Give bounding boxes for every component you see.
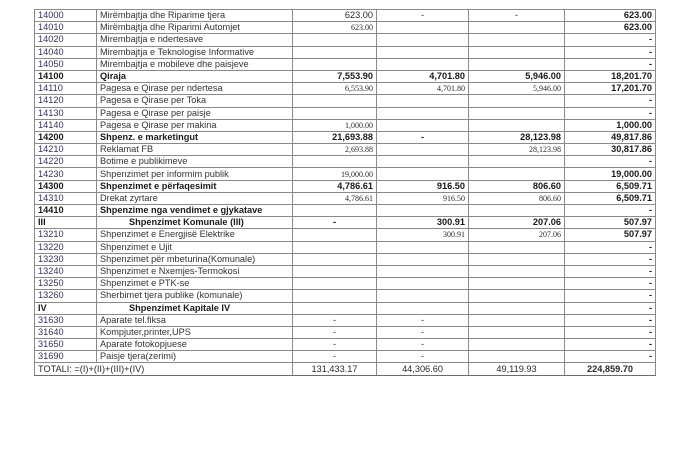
row-total-value: -: [565, 107, 656, 119]
account-description: Aparate tel.fiksa: [97, 314, 293, 326]
period-value-1: 7,553.90: [293, 70, 377, 82]
row-total-value: 507.97: [565, 229, 656, 241]
period-value-2: [377, 46, 469, 58]
period-value-2: [377, 265, 469, 277]
account-code: 31640: [35, 326, 97, 338]
row-total-value: -: [565, 46, 656, 58]
account-description: Shpenzimet e Nxemjes-Termokosi: [97, 265, 293, 277]
period-value-1: -: [293, 314, 377, 326]
table-row: [35, 339, 656, 351]
table-row: [35, 290, 656, 302]
grand-total-label: TOTALI: =(I)+(II)+(III)+(IV): [35, 363, 293, 375]
period-value-1: [293, 253, 377, 265]
period-value-3: 5,946.00: [469, 70, 565, 82]
period-value-3: [469, 95, 565, 107]
period-value-3: 28,123.98: [469, 131, 565, 143]
period-value-3: -: [469, 10, 565, 22]
account-code: 14410: [35, 205, 97, 217]
table-row: [35, 83, 656, 95]
period-value-1: [293, 46, 377, 58]
period-value-1: [293, 302, 377, 314]
period-value-1: 1,000.00: [293, 119, 377, 131]
period-value-1: 19,000.00: [293, 168, 377, 180]
period-value-3: [469, 58, 565, 70]
period-value-3: 28,123.98: [469, 144, 565, 156]
period-value-1: 21,693.88: [293, 131, 377, 143]
row-total-value: 1,000.00: [565, 119, 656, 131]
account-description: Paisje tjera(zerimi): [97, 351, 293, 363]
account-code: 31690: [35, 351, 97, 363]
table-row: [35, 180, 656, 192]
account-code: 13210: [35, 229, 97, 241]
account-description: Botime e publikimeve: [97, 156, 293, 168]
table-row: [35, 217, 656, 229]
period-value-1: [293, 241, 377, 253]
account-code: 14230: [35, 168, 97, 180]
table-row: [35, 144, 656, 156]
row-total-value: -: [565, 95, 656, 107]
account-description: Mirëmbajtja dhe Riparimi Automjet: [97, 22, 293, 34]
row-total-value: 623.00: [565, 22, 656, 34]
period-value-3: 207.06: [469, 229, 565, 241]
period-value-2: 4,701.80: [377, 83, 469, 95]
table-row: [35, 326, 656, 338]
account-description: Sherbimet tjera publike (komunale): [97, 290, 293, 302]
table-row: [35, 70, 656, 82]
period-value-2: [377, 168, 469, 180]
account-description: Pagesa e Qirase per paisje: [97, 107, 293, 119]
period-value-2: [377, 156, 469, 168]
account-description: Shpenzimet per informim publik: [97, 168, 293, 180]
period-value-3: [469, 253, 565, 265]
period-value-3: [469, 290, 565, 302]
table-row: [35, 168, 656, 180]
period-value-1: 2,693.88: [293, 144, 377, 156]
period-value-1: [293, 205, 377, 217]
account-code: IV: [35, 302, 97, 314]
account-code: 14100: [35, 70, 97, 82]
period-value-3: [469, 119, 565, 131]
grand-total-period-1: 131,433.17: [293, 363, 377, 375]
account-description: Mirëmbajtja dhe Riparime tjera: [97, 10, 293, 22]
table-row: [35, 119, 656, 131]
table-row: [35, 46, 656, 58]
account-description: Shpenzime nga vendimet e gjykatave: [97, 205, 293, 217]
row-total-value: -: [565, 326, 656, 338]
account-description: Shpenzimet e Energjisë Elektrike: [97, 229, 293, 241]
account-code: 14110: [35, 83, 97, 95]
account-description: Aparate fotokopjuese: [97, 339, 293, 351]
period-value-3: [469, 302, 565, 314]
period-value-2: [377, 253, 469, 265]
period-value-2: -: [377, 131, 469, 143]
grand-total-period-3: 49,119.93: [469, 363, 565, 375]
row-total-value: -: [565, 34, 656, 46]
period-value-1: 4,786.61: [293, 180, 377, 192]
table-row: [35, 302, 656, 314]
period-value-3: 5,946.00: [469, 83, 565, 95]
table-row: [35, 253, 656, 265]
period-value-3: 806.60: [469, 180, 565, 192]
period-value-2: [377, 241, 469, 253]
period-value-2: [377, 278, 469, 290]
account-code: 31650: [35, 339, 97, 351]
period-value-2: -: [377, 351, 469, 363]
account-code: 14010: [35, 22, 97, 34]
period-value-1: 6,553.90: [293, 83, 377, 95]
period-value-2: [377, 107, 469, 119]
period-value-2: [377, 144, 469, 156]
period-value-2: [377, 95, 469, 107]
row-total-value: 18,201.70: [565, 70, 656, 82]
table-row: [35, 241, 656, 253]
account-description: Kompjuter,printer,UPS: [97, 326, 293, 338]
row-total-value: -: [565, 265, 656, 277]
table-row: [35, 22, 656, 34]
period-value-3: [469, 22, 565, 34]
account-description: Shpenzimet Komunale (III): [97, 217, 293, 229]
account-description: Qiraja: [97, 70, 293, 82]
row-total-value: 623.00: [565, 10, 656, 22]
period-value-1: [293, 229, 377, 241]
row-total-value: -: [565, 241, 656, 253]
table-row: [35, 351, 656, 363]
period-value-3: [469, 339, 565, 351]
account-description: Shpenzimet e PTK-se: [97, 278, 293, 290]
period-value-1: -: [293, 339, 377, 351]
period-value-2: 4,701.80: [377, 70, 469, 82]
period-value-2: 916.50: [377, 180, 469, 192]
row-total-value: -: [565, 339, 656, 351]
account-description: Pagesa e Qirase per ndertesa: [97, 83, 293, 95]
row-total-value: -: [565, 205, 656, 217]
period-value-1: [293, 34, 377, 46]
row-total-value: -: [565, 302, 656, 314]
period-value-3: [469, 107, 565, 119]
period-value-2: [377, 302, 469, 314]
row-total-value: -: [565, 58, 656, 70]
period-value-1: 623.00: [293, 22, 377, 34]
period-value-2: 916.50: [377, 192, 469, 204]
account-description: Reklamat FB: [97, 144, 293, 156]
grand-total-row: [35, 363, 656, 375]
budget-sheet: [34, 9, 655, 376]
table-row: [35, 10, 656, 22]
period-value-2: -: [377, 339, 469, 351]
account-code: 14020: [35, 34, 97, 46]
period-value-1: -: [293, 326, 377, 338]
period-value-2: [377, 22, 469, 34]
account-code: 14040: [35, 46, 97, 58]
period-value-1: [293, 290, 377, 302]
account-description: Mirembajtja e mobileve dhe paisjeve: [97, 58, 293, 70]
account-code: 13230: [35, 253, 97, 265]
account-code: 14210: [35, 144, 97, 156]
account-code: 14000: [35, 10, 97, 22]
row-total-value: -: [565, 290, 656, 302]
row-total-value: -: [565, 278, 656, 290]
account-code: 13260: [35, 290, 97, 302]
account-code: 14120: [35, 95, 97, 107]
table-row: [35, 205, 656, 217]
table-row: [35, 107, 656, 119]
period-value-3: [469, 46, 565, 58]
period-value-3: [469, 156, 565, 168]
row-total-value: 6,509.71: [565, 192, 656, 204]
period-value-2: 300.91: [377, 229, 469, 241]
period-value-2: -: [377, 10, 469, 22]
account-description: Pagesa e Qirase per makina: [97, 119, 293, 131]
period-value-2: [377, 205, 469, 217]
period-value-3: 207.06: [469, 217, 565, 229]
table-row: [35, 314, 656, 326]
period-value-1: [293, 58, 377, 70]
table-row: [35, 265, 656, 277]
period-value-1: -: [293, 217, 377, 229]
period-value-1: [293, 95, 377, 107]
account-code: 14200: [35, 131, 97, 143]
row-total-value: -: [565, 156, 656, 168]
table-row: [35, 192, 656, 204]
expenditure-table: [34, 9, 656, 376]
account-code: 14050: [35, 58, 97, 70]
account-code: 13240: [35, 265, 97, 277]
period-value-3: [469, 326, 565, 338]
account-code: 14130: [35, 107, 97, 119]
account-code: 14220: [35, 156, 97, 168]
account-description: Shpenzimet Kapitale IV: [97, 302, 293, 314]
period-value-2: -: [377, 326, 469, 338]
row-total-value: 17,201.70: [565, 83, 656, 95]
period-value-1: [293, 107, 377, 119]
period-value-3: [469, 34, 565, 46]
table-row: [35, 156, 656, 168]
table-row: [35, 95, 656, 107]
period-value-3: [469, 205, 565, 217]
grand-total-value: 224,859.70: [565, 363, 656, 375]
table-row: [35, 229, 656, 241]
row-total-value: -: [565, 351, 656, 363]
period-value-2: [377, 34, 469, 46]
period-value-2: [377, 290, 469, 302]
account-description: Pagesa e Qirase per Toka: [97, 95, 293, 107]
period-value-1: 4,786.61: [293, 192, 377, 204]
period-value-3: 806.60: [469, 192, 565, 204]
account-description: Mirembajtja e Teknologise Informative: [97, 46, 293, 58]
account-code: 14310: [35, 192, 97, 204]
period-value-1: [293, 156, 377, 168]
row-total-value: 49,817.86: [565, 131, 656, 143]
period-value-2: -: [377, 314, 469, 326]
account-description: Drekat zyrtare: [97, 192, 293, 204]
account-description: Shpenzimet e Ujit: [97, 241, 293, 253]
period-value-3: [469, 265, 565, 277]
account-code: 31630: [35, 314, 97, 326]
period-value-1: [293, 265, 377, 277]
table-row: [35, 131, 656, 143]
account-code: 13220: [35, 241, 97, 253]
account-code: 14140: [35, 119, 97, 131]
row-total-value: -: [565, 253, 656, 265]
account-description: Mirembajtja e ndertesave: [97, 34, 293, 46]
account-description: Shpenzimet për mbeturina(Komunale): [97, 253, 293, 265]
account-code: III: [35, 217, 97, 229]
row-total-value: -: [565, 314, 656, 326]
period-value-2: [377, 58, 469, 70]
table-row: [35, 58, 656, 70]
period-value-3: [469, 241, 565, 253]
grand-total-period-2: 44,306.60: [377, 363, 469, 375]
table-row: [35, 34, 656, 46]
period-value-1: -: [293, 351, 377, 363]
row-total-value: 19,000.00: [565, 168, 656, 180]
account-description: Shpenz. e marketingut: [97, 131, 293, 143]
account-code: 13250: [35, 278, 97, 290]
period-value-3: [469, 351, 565, 363]
period-value-2: 300.91: [377, 217, 469, 229]
row-total-value: 507.97: [565, 217, 656, 229]
account-description: Shpenzimet e përfaqesimit: [97, 180, 293, 192]
period-value-1: 623.00: [293, 10, 377, 22]
table-row: [35, 278, 656, 290]
period-value-3: [469, 278, 565, 290]
period-value-3: [469, 314, 565, 326]
period-value-2: [377, 119, 469, 131]
period-value-1: [293, 278, 377, 290]
row-total-value: 6,509.71: [565, 180, 656, 192]
account-code: 14300: [35, 180, 97, 192]
row-total-value: 30,817.86: [565, 144, 656, 156]
period-value-3: [469, 168, 565, 180]
